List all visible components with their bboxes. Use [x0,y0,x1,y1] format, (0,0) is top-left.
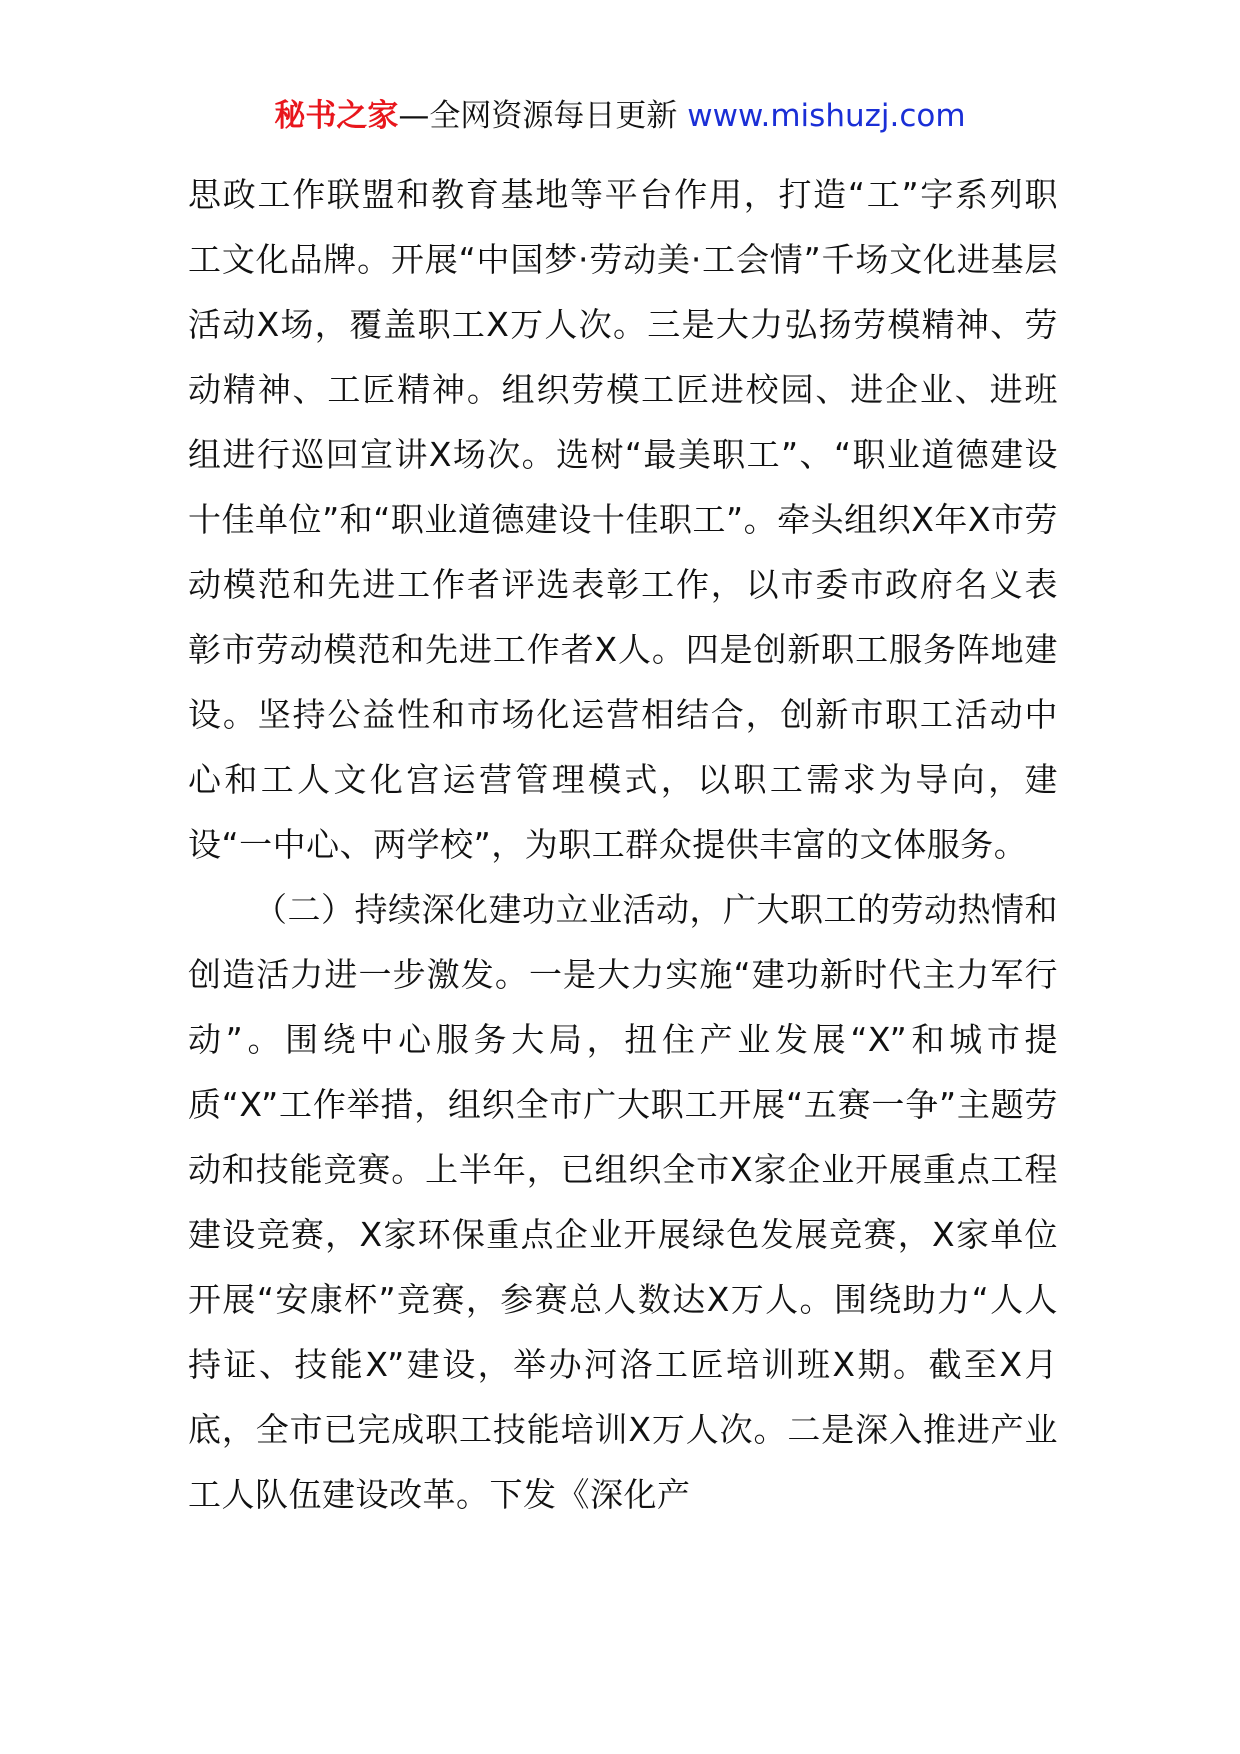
header-slogan: —全网资源每日更新 [398,98,678,134]
site-header [0,96,1240,136]
site-url-link[interactable]: www.mishuzj.com [687,98,966,134]
brand-name: 秘书之家 [274,98,399,134]
paragraph-section-two: （二）持续深化建功立业活动，广大职工的劳动热情和创造活力进一步激发。一是大力实施“建功新时代主力军行动”。围绕中心服务大局，扭住产业发展“X”和城市提质“X”工作举措，组织全市广大职工开展“五赛一争”主题劳动和技能竞赛。上半年，已组织全市X家企业开展重点工程建设竞赛，X家环保重点企业开展绿色发展竞赛，X家单位开展“安康杯”竞赛，参赛总人数达X万人。围绕助力“人人持证、技能X”建设，举办河洛工匠培训班X期。截至X月底，全市已完成职工技能培训X万人次。二是深入推进产业工人队伍建设改革。下发《深化产 [188,890,1058,1514]
document-body [188,162,1058,1527]
paragraph-continuation: 思政工作联盟和教育基地等平台作用，打造“工”字系列职工文化品牌。开展“中国梦·劳动美·工会情”千场文化进基层活动X场，覆盖职工X万人次。三是大力弘扬劳模精神、劳动精神、工匠精神。组织劳模工匠进校园、进企业、进班组进行巡回宣讲X场次。选树“最美职工”、“职业道德建设十佳单位”和“职业道德建设十佳职工”。牵头组织X年X市劳动模范和先进工作者评选表彰工作，以市委市政府名义表彰市劳动模范和先进工作者X人。四是创新职工服务阵地建设。坚持公益性和市场化运营相结合，创新市职工活动中心和工人文化宫运营管理模式，以职工需求为导向，建设“一中心、两学校”，为职工群众提供丰富的文体服务。 [188,175,1058,864]
